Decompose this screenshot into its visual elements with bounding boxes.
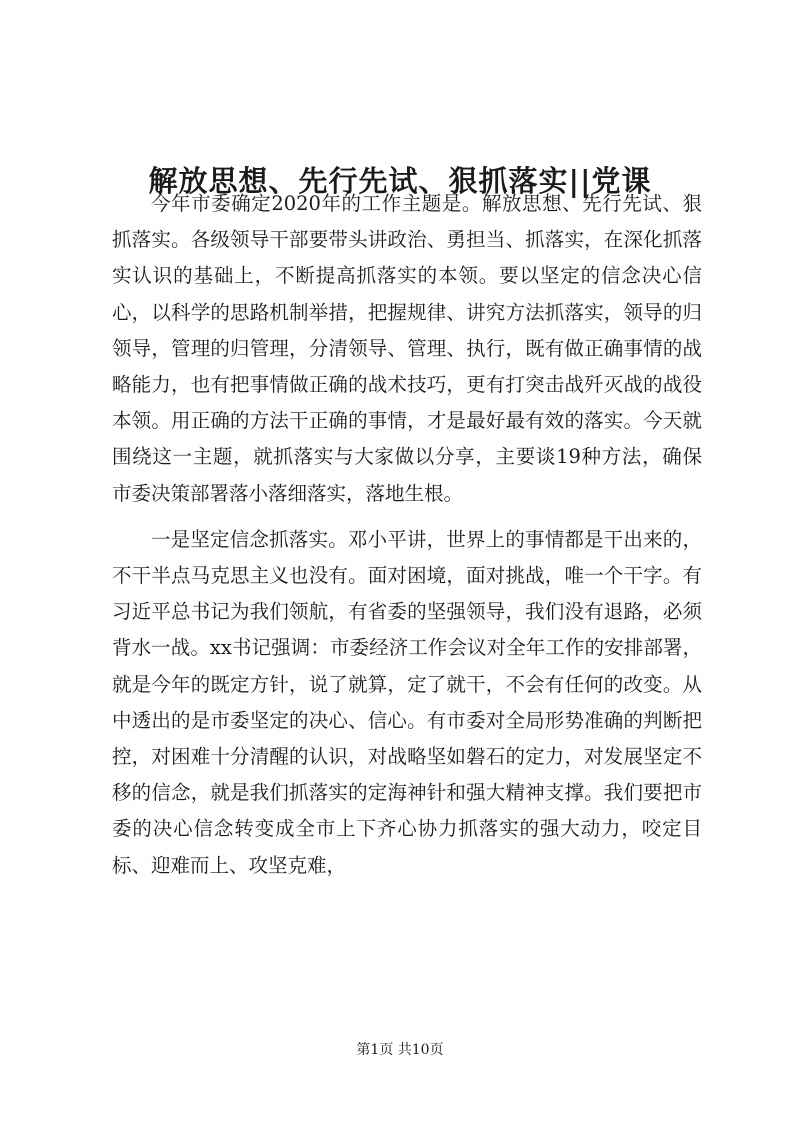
document-title: 解放思想、先行先试、狠抓落实||党课: [148, 164, 652, 199]
paragraph: 一是坚定信念抓落实。邓小平讲，世界上的事情都是干出来的，不干半点马克思主义也没有。面对困境，面对挑战，唯一个干字。有习近平总书记为我们领航，有省委的坚强领导，我们没有退路，必须背水一战。xx书记强调：市委经济工作会议对全年工作的安排部署，就是今年的既定方针，说了就算，定了就干，不会有任何的改变。从中透出的是市委坚定的决心、信心。有市委对全局形势准确的判断把控，对困难十分清醒的认识，对战略坚如磐石的定力，对发展坚定不移的信念，就是我们抓落实的定海神针和强大精神支撑。我们要把市委的决心信念转变成全市上下齐心协力抓落实的强大动力，咬定目标、迎难而上、攻坚克难，: [112, 527, 702, 877]
document-body: [112, 186, 702, 894]
page-footer: 第1页 共10页: [356, 1042, 444, 1058]
paragraph: 今年市委确定2020年的工作主题是。解放思想、先行先试、狠抓落实。各级领导干部要带头讲政治、勇担当、抓落实，在深化抓落实认识的基础上，不断提高抓落实的本领。要以坚定的信念决心信心，以科学的思路机制举措，把握规律、讲究方法抓落实，领导的归领导，管理的归管理，分清领导、管理、执行，既有做正确事情的战略能力，也有把事情做正确的战术技巧，更有打突击战歼灭战的战役本领。用正确的方法干正确的事情，才是最好最有效的落实。今天就围绕这一主题，就抓落实与大家做以分享，主要谈19种方法，确保市委决策部署落小落细落实，落地生根。: [112, 192, 702, 505]
